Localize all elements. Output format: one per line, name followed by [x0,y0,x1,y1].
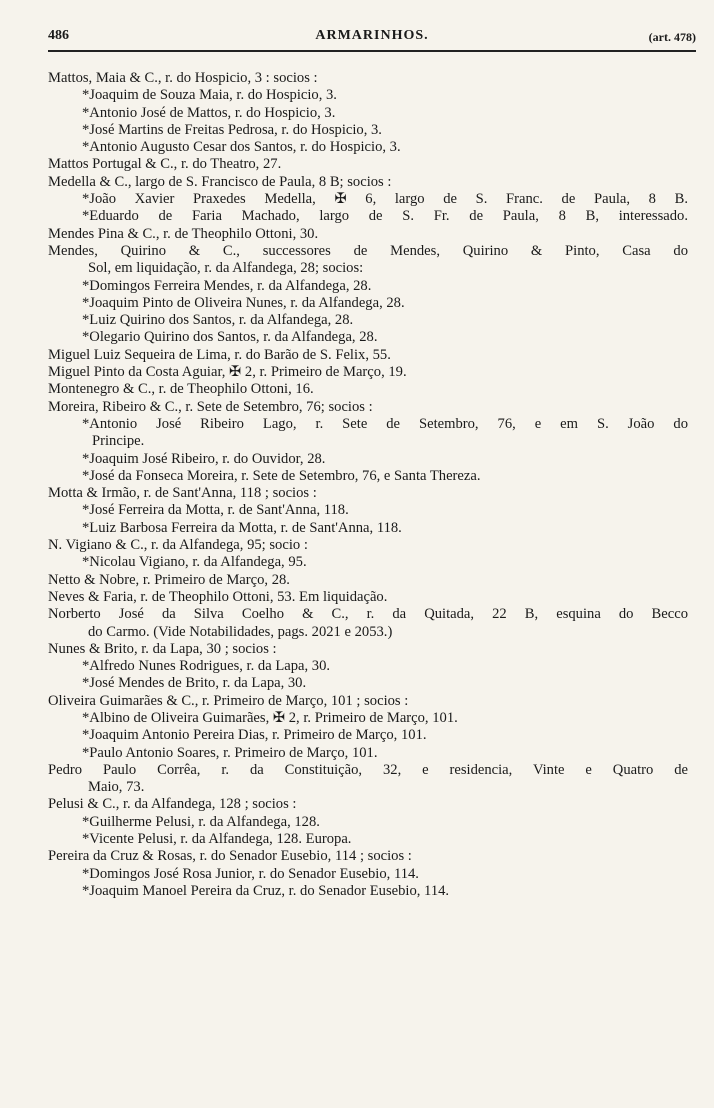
partner-entry: *José Mendes de Brito, r. da Lapa, 30. [82,675,307,692]
firm-entry: Mendes, Quirino & C., successores de Mendes, Quirino & Pinto, Casa do [48,242,688,259]
firm-entry: N. Vigiano & C., r. da Alfandega, 95; socio : [48,537,308,554]
partner-entry: *Eduardo de Faria Machado, largo de S. Fr. de Paula, 8 B, interessado. [82,208,688,225]
page-number: 486 [48,28,69,43]
partner-entry: *Luiz Quirino dos Santos, r. da Alfandega, 28. [82,312,354,329]
partner-entry: *Paulo Antonio Soares, r. Primeiro de Março, 101. [82,744,378,761]
firm-entry: Moreira, Ribeiro & C., r. Sete de Setembro, 76; socios : [48,398,373,415]
article-reference: (art. 478) [648,30,696,44]
firm-entry: Oliveira Guimarães & C., r. Primeiro de Março, 101 ; socios : [48,692,409,709]
firm-entry: Neves & Faria, r. de Theophilo Ottoni, 53. Em liquidação. [48,588,388,605]
firm-entry: Pelusi & C., r. da Alfandega, 128 ; socios : [48,796,297,813]
firm-entry: Mendes Pina & C., r. de Theophilo Ottoni, 30. [48,225,319,242]
partner-entry: *Domingos Ferreira Mendes, r. da Alfandega, 28. [82,277,372,294]
partner-entry: *Alfredo Nunes Rodrigues, r. da Lapa, 30. [82,658,331,675]
page-title: ARMARINHOS. [315,28,429,43]
page-header [48,24,696,52]
firm-entry: Mattos Portugal & C., r. do Theatro, 27. [48,156,282,173]
directory-entries [48,70,688,900]
partner-entry: *Joaquim Antonio Pereira Dias, r. Primeiro de Março, 101. [82,727,427,744]
partner-entry: *Antonio José Ribeiro Lago, r. Sete de Setembro, 76, e em S. João do [82,415,688,432]
firm-entry: Norberto José da Silva Coelho & C., r. da Quitada, 22 B, esquina do Becco [48,606,688,623]
partner-entry: *Antonio Augusto Cesar dos Santos, r. do Hospicio, 3. [82,139,401,156]
firm-entry: Montenegro & C., r. de Theophilo Ottoni, 16. [48,381,314,398]
partner-entry: *Nicolau Vigiano, r. da Alfandega, 95. [82,554,307,571]
partner-entry: *Olegario Quirino dos Santos, r. da Alfandega, 28. [82,329,378,346]
entry-continuation: Sol, em liquidação, r. da Alfandega, 28; socios: [88,260,364,277]
firm-entry: Motta & Irmão, r. de Sant'Anna, 118 ; socios : [48,485,317,502]
partner-entry: *Luiz Barbosa Ferreira da Motta, r. de Sant'Anna, 118. [82,519,402,536]
firm-entry: Pedro Paulo Corrêa, r. da Constituição, 32, e residencia, Vinte e Quatro de [48,761,688,778]
partner-entry: *Joaquim Manoel Pereira da Cruz, r. do Senador Eusebio, 114. [82,882,450,899]
partner-entry: *Domingos José Rosa Junior, r. do Senador Eusebio, 114. [82,865,419,882]
partner-entry: *Antonio José de Mattos, r. do Hospicio, 3. [82,104,336,121]
firm-entry: Miguel Pinto da Costa Aguiar, ✠ 2, r. Primeiro de Março, 19. [48,364,407,381]
firm-entry: Pereira da Cruz & Rosas, r. do Senador Eusebio, 114 ; socios : [48,848,412,865]
partner-entry: *Albino de Oliveira Guimarães, ✠ 2, r. Primeiro de Março, 101. [82,709,458,726]
partner-entry: *Joaquim de Souza Maia, r. do Hospicio, 3. [82,87,337,104]
entry-continuation: Maio, 73. [88,779,145,796]
partner-entry: *Guilherme Pelusi, r. da Alfandega, 128. [82,813,320,830]
partner-entry: *José Ferreira da Motta, r. de Sant'Anna, 118. [82,502,349,519]
entry-continuation: do Carmo. (Vide Notabilidades, pags. 2021 e 2053.) [88,623,393,640]
firm-entry: Mattos, Maia & C., r. do Hospicio, 3 : socios : [48,70,318,86]
partner-entry: *Joaquim Pinto de Oliveira Nunes, r. da Alfandega, 28. [82,294,405,311]
partner-entry: *Vicente Pelusi, r. da Alfandega, 128. Europa. [82,831,352,848]
firm-entry: Miguel Luiz Sequeira de Lima, r. do Barão de S. Felix, 55. [48,346,391,363]
partner-entry: *Joaquim José Ribeiro, r. do Ouvidor, 28. [82,450,326,467]
firm-entry: Medella & C., largo de S. Francisco de Paula, 8 B; socios : [48,173,392,190]
firm-entry: Netto & Nobre, r. Primeiro de Março, 28. [48,571,290,588]
partner-entry: *João Xavier Praxedes Medella, ✠ 6, largo de S. Franc. de Paula, 8 B. [82,191,688,208]
firm-entry: Nunes & Brito, r. da Lapa, 30 ; socios : [48,640,277,657]
partner-entry: *José da Fonseca Moreira, r. Sete de Setembro, 76, e Santa Thereza. [82,467,481,484]
entry-continuation: Principe. [92,433,145,450]
partner-entry: *José Martins de Freitas Pedrosa, r. do Hospicio, 3. [82,121,382,138]
